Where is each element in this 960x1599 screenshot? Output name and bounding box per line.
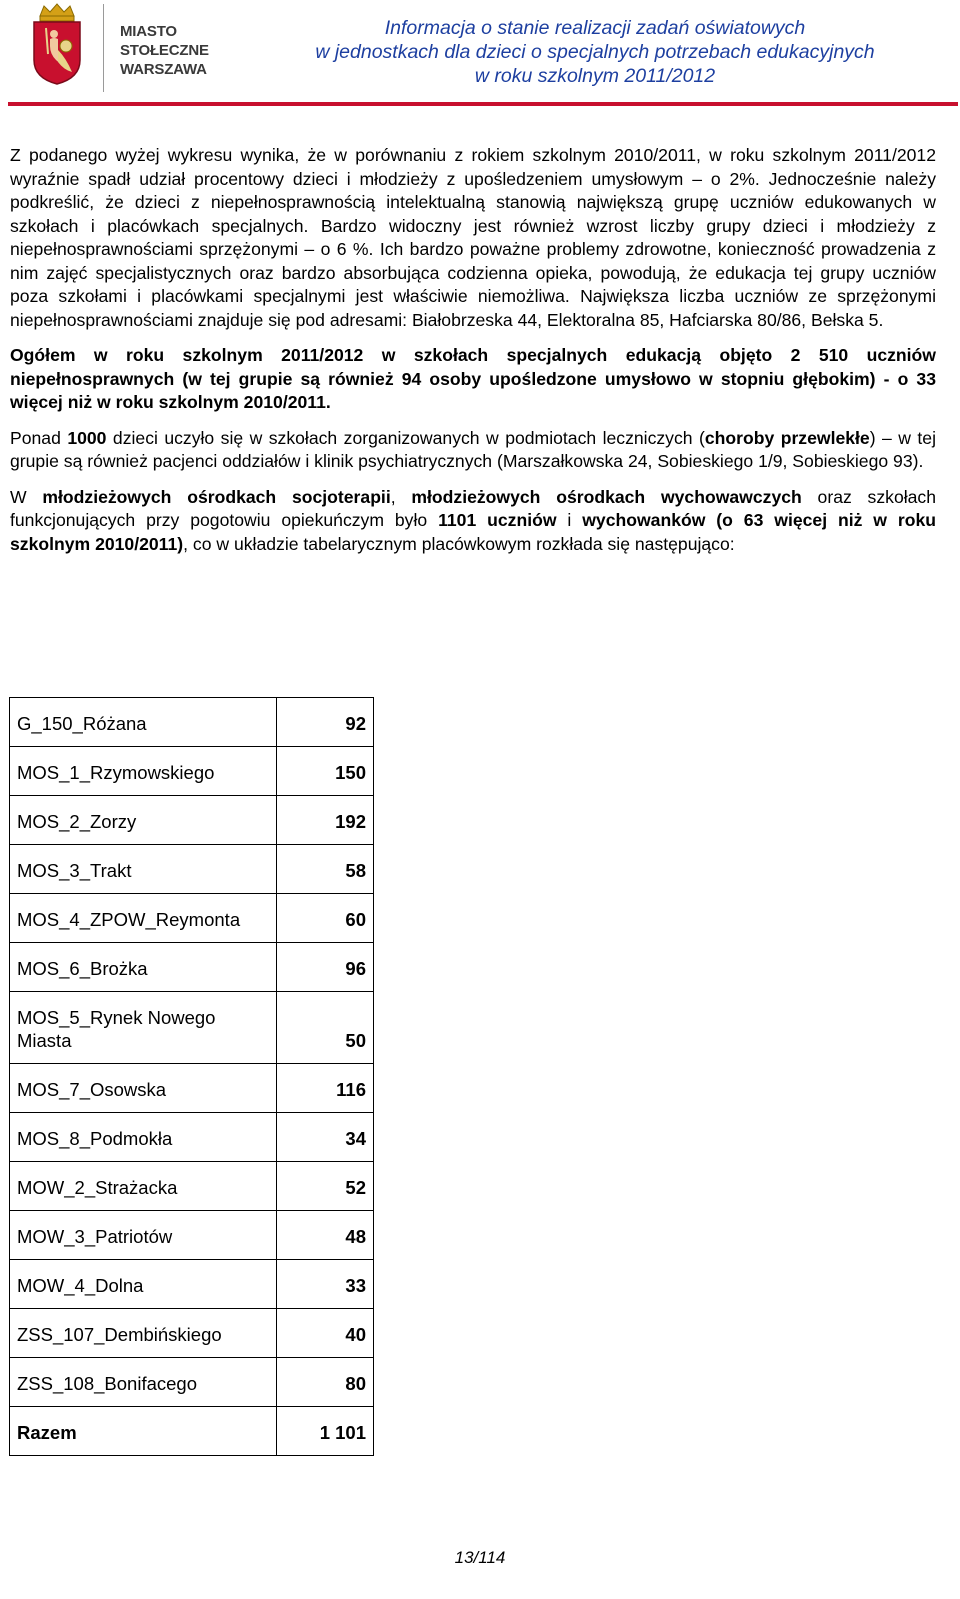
table-row (10, 894, 374, 943)
logo-line: MIASTO (120, 23, 177, 40)
text: Ponad (10, 427, 68, 448)
student-count: 116 (277, 1064, 374, 1113)
bold-text: wychowanków (o 63 więcej niż w roku szkolnym 2010/2011) (10, 510, 937, 554)
student-count: 192 (277, 796, 374, 845)
table-row (10, 943, 374, 992)
student-count: 80 (277, 1358, 374, 1407)
total-label: Razem (10, 1407, 277, 1456)
institution-name: MOW_3_Patriotów (10, 1211, 277, 1260)
student-count: 58 (277, 845, 374, 894)
institution-name: MOS_8_Podmokła (10, 1113, 277, 1162)
institution-name: MOS_2_Zorzy (10, 796, 277, 845)
page-number: 13/114 (454, 1548, 506, 1567)
institutions-table (9, 697, 374, 1456)
bold-text: choroby przewlekłe (704, 427, 870, 448)
institution-name: MOS_3_Trakt (10, 845, 277, 894)
text: ) – w tej grupie są również pacjenci oddziałów i klinik psychiatrycznych (Marszałkowska 24, Sobieskiego 1/9, Sobieskiego 93). (10, 427, 936, 471)
bold-text: młodzieżowych ośrodkach wychowawczych (411, 486, 802, 507)
text: W (10, 486, 43, 507)
title-line: w jednostkach dla dzieci o specjalnych potrzebach edukacyjnych (315, 41, 875, 63)
bold-text: 1101 uczniów (438, 510, 557, 530)
student-count: 33 (277, 1260, 374, 1309)
table-row (10, 992, 374, 1064)
text: , co w układzie tabelarycznym placówkowym rozkłada się następująco: (183, 533, 735, 554)
institution-name: MOS_5_Rynek Nowego Miasta (10, 992, 277, 1064)
institution-name: MOW_2_Strażacka (10, 1162, 277, 1211)
table-total-row (10, 1407, 374, 1456)
table-row (10, 747, 374, 796)
table-row (10, 1113, 374, 1162)
bold-text: Ogółem w roku szkolnym 2011/2012 w szkołach specjalnych edukacją objęto 2 510 uczniów niepełnosprawnych (w tej grupie są również 94 osoby upośledzone umysłowo w stopniu głębokim) - o 33 więcej niż w roku szkolnym 2010/2011. (10, 345, 936, 412)
institution-name: MOS_7_Osowska (10, 1064, 277, 1113)
student-count: 150 (277, 747, 374, 796)
institution-name: MOW_4_Dolna (10, 1260, 277, 1309)
student-count: 60 (277, 894, 374, 943)
text: oraz szkołach funkcjonujących przy pogotowiu opiekuńczym było (10, 486, 936, 530)
city-logo-text (120, 22, 209, 79)
logo-line: WARSZAWA (120, 61, 207, 78)
student-count: 40 (277, 1309, 374, 1358)
logo-line: STOŁECZNE (120, 42, 209, 59)
table-row (10, 1064, 374, 1113)
warsaw-coat-of-arms-icon (28, 2, 86, 86)
table-row (10, 1260, 374, 1309)
body-text (10, 144, 936, 568)
student-count: 34 (277, 1113, 374, 1162)
paragraph-bold (10, 344, 936, 415)
total-count: 1 101 (277, 1407, 374, 1456)
text: i (556, 510, 583, 530)
bold-text: 1000 (67, 427, 107, 448)
table-row (10, 1162, 374, 1211)
table-row (10, 1309, 374, 1358)
institution-name: ZSS_107_Dembińskiego (10, 1309, 277, 1358)
document-title (250, 16, 940, 88)
student-count: 96 (277, 943, 374, 992)
institution-name: ZSS_108_Bonifacego (10, 1358, 277, 1407)
student-count: 50 (277, 992, 374, 1064)
logo-divider (103, 4, 104, 92)
title-line: Informacja o stanie realizacji zadań oświatowych (384, 17, 806, 39)
page-header (0, 0, 960, 112)
student-count: 48 (277, 1211, 374, 1260)
institution-name: MOS_6_Brożka (10, 943, 277, 992)
paragraph (10, 427, 936, 474)
table-row (10, 796, 374, 845)
student-count: 52 (277, 1162, 374, 1211)
institution-name: MOS_4_ZPOW_Reymonta (10, 894, 277, 943)
table-row (10, 1211, 374, 1260)
student-count: 92 (277, 698, 374, 747)
text: , (390, 486, 412, 507)
paragraph (10, 486, 936, 557)
table-row (10, 698, 374, 747)
text: dzieci uczyło się w szkołach zorganizowanych w podmiotach leczniczych ( (106, 427, 705, 448)
header-divider (8, 102, 958, 106)
paragraph: Z podanego wyżej wykresu wynika, że w porównaniu z rokiem szkolnym 2010/2011, w roku szkolnym 2011/2012 wyraźnie spadł udział procentowy dzieci i młodzieży z upośledzeniem umysłowym – o 2%. Jednocześnie należy podkreślić, że dzieci z niepełnosprawnością intelektualną stanowią największą grupę uczniów edukowanych w szkołach i placówkach specjalnych. Bardzo widoczny jest również wzrost liczby grupy dzieci i młodzieży z niepełnosprawnościami sprzężonymi – o 6 %. Ich bardzo poważne problemy zdrowotne, konieczność prowadzenia z nim zajęć specjalistycznych oraz bardzo absorbująca codzienna opieka, powodują, że edukacja tej grupy uczniów poza szkołami i placówkami specjalnymi jest właściwie niemożliwa. Największa liczba uczniów ze sprzężonymi niepełnosprawnościami znajduje się pod adresami: Białobrzeska 44, Elektoralna 85, Hafciarska 80/86, Bełska 5. (10, 145, 936, 330)
institution-name: G_150_Różana (10, 698, 277, 747)
table-row (10, 845, 374, 894)
table-row (10, 1358, 374, 1407)
title-line: w roku szkolnym 2011/2012 (474, 65, 716, 87)
bold-text: młodzieżowych ośrodkach socjoterapii (42, 486, 391, 507)
institution-name: MOS_1_Rzymowskiego (10, 747, 277, 796)
